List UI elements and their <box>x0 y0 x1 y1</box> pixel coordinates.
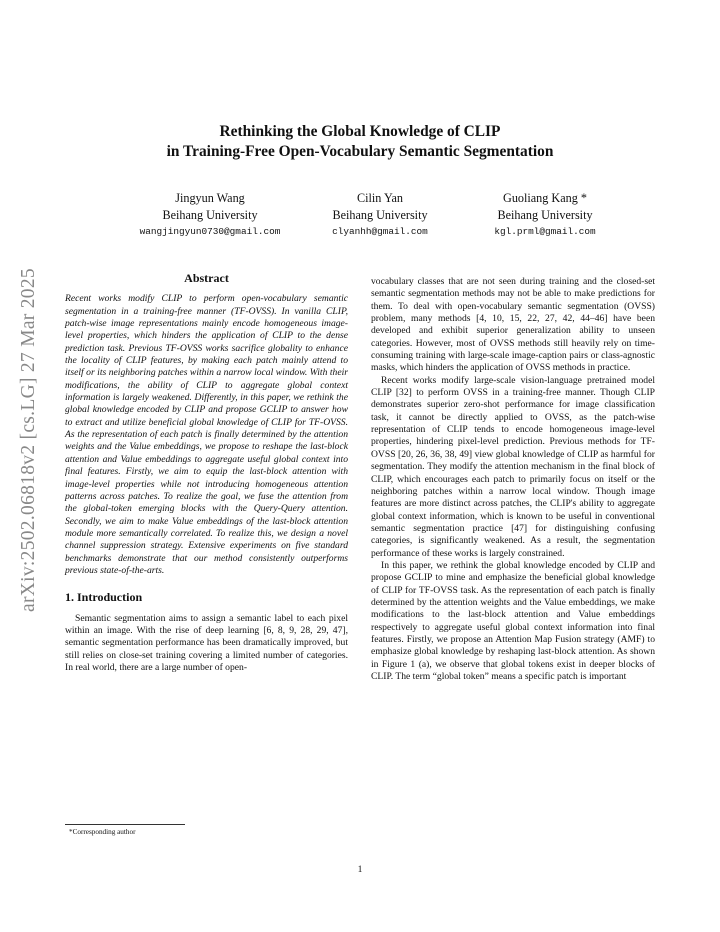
author-1: Jingyun Wang Beihang University wangjingyun0730@gmail.com <box>139 191 281 237</box>
abstract-heading: Abstract <box>184 271 229 285</box>
right-paragraph-1: vocabulary classes that are not seen during training and the closed-set semantic segmentation methods may not be able to make predictions for them. To deal with open-vocabulary semantic segmentation (OVSS) problem, many methods [4, 10, 15, 22, 27, 42, 44–46] have been developed and exhibit superior generalization ability to unseen categories. However, most of OVSS methods still heavily rely on time-consuming training with large-scale image-caption pairs or class-agnostic masks, which hinders the application of OVSS methods in practice. <box>371 276 655 374</box>
right-paragraph-2: Recent works modify large-scale vision-language pretrained model CLIP [32] to perform OVSS in a training-free manner. Though CLIP demonstrates superior zero-shot performance for image classification task, it cannot be directly applied to OVSS, as the patch-wise representation of CLIP tends to encode homogeneous image-level properties, hindering pixel-level prediction. Previous methods for TF-OVSS [20, 26, 36, 38, 49] view global knowledge of CLIP as harmful for segmentation. They modify the attention mechanism in the final block of CLIP, which encourages each patch to primarily focus on itself or the neighboring patches within a narrow local window. Though image features are more distinct across patches, the CLIP's ability to aggregate global context information, which is known to be useful in conventional semantic segmentation practice [47] for distinguishing confusing categories, is significantly weakened. As a result, the segmentation performance of these works is largely constrained. <box>371 374 655 559</box>
right-column <box>371 276 655 683</box>
paper-page: arXiv:2502.06818v2 [cs.LG] 27 Mar 2025 Rethinking the Global Knowledge of CLIP in Training-Free Open-Vocabulary Semantic Segmentation Jingyun Wang Beihang University wangjingyun0730@gmail.com Cilin Yan Beihang University clyanhh@gmail.com Guoliang Kang * Beihang University kgl.prml@gmail.com Abstract Recent works modify CLIP to perform open-vocabulary semantic segmentation in a training-free manner (TF-OVSS). In vanilla CLIP, patch-wise image representations mainly encode homogeneous image-level properties, which hinders the application of CLIP to the dense prediction task. Previous TF-OVSS works sacrifice globality to enhance the locality of CLIP features, by making each patch mainly attend to itself or its neighboring patches within a narrow local window. With their modifications, the ability of CLIP to aggregate global context information is largely weakened. Differently, in this paper, we rethink the global knowledge encoded by CLIP and propose GCLIP to answer how to extract and utilize beneficial global knowledge of CLIP for TF-OVSS. As the representation of each patch is finally determined by the attention weights and the Value embeddings, we propose to reshape the last-block attention and Value embeddings to aggregate useful global context into final features. Firstly, we aim to equip the last-block attention with image-level properties while not introducing homogeneous attention patterns across patches. To realize the goal, we fuse the attention from the global-token emerging blocks with the Query-Query attention. Secondly, we aim to make Value embeddings of the last-block attention module more semantically correlated. To realize this, we design a novel channel suppression strategy. Extensive experiments on five standard benchmarks demonstrate that our method consistently outperforms previous state-of-the-arts. 1. Introduction Semantic segmentation aims to assign a semantic label to each pixel within an image. With the rise of deep learning [6, 8, 9, 28, 29, 47], semantic segmentation performance has been dramatically improved, but still relies on close-set training covering a limited number of categories. In real world, there are a large number of open- vocabulary classes that are not seen during training and the closed-set semantic segmentation methods may not be able to make predictions for them. To deal with open-vocabulary semantic segmentation (OVSS) problem, many methods [4, 10, 15, 22, 27, 42, 44–46] have been developed and exhibit superior generalization ability to unseen categories. However, most of OVSS methods still heavily rely on time-consuming training with large-scale image-caption pairs or class-agnostic masks, which hinders the application of OVSS methods in practice. Recent works modify large-scale vision-language pretrained model CLIP [32] to perform OVSS in a training-free manner. Though CLIP demonstrates superior zero-shot performance for image classification task, it cannot be directly applied to OVSS, as the patch-wise representation of CLIP tends to encode homogeneous image-level properties, hindering pixel-level prediction. Previous methods for TF-OVSS [20, 26, 36, 38, 49] view global knowledge of CLIP as harmful for segmentation. They modify the attention mechanism in the final block of CLIP, which encourages each patch to primarily focus on itself or the neighboring patches within a narrow local window. Though image features are more distinct across patches, the CLIP's ability to aggregate global context information, which is known to be useful in conventional semantic segmentation practice [47] for distinguishing confusing categories, is significantly weakened. As a result, the segmentation performance of these works is largely constrained. In this paper, we rethink the global knowledge encoded by CLIP and propose GCLIP to mine and emphasize the beneficial global knowledge of CLIP for TF-OVSS task. As the representation of each patch is finally determined by the attention weights and the Value embeddings, we make modifications to the last-block attention and Value embeddings respectively to aggregate useful global context information into final features. Firstly, we propose an Attention Map Fusion strategy (AMF) to emphasize global knowledge by reshaping last-block attention. As shown in Figure 1 (a), we observe that global tokens exist in deeper blocks of CLIP. The term “global token” means a specific patch is important *Corresponding author 1 <box>0 0 720 932</box>
abstract-text: Recent works modify CLIP to perform open-vocabulary semantic segmentation in a training-free manner (TF-OVSS). In vanilla CLIP, patch-wise image representations mainly encode homogeneous image-level properties, which hinders the application of CLIP to the dense prediction task. Previous TF-OVSS works sacrifice globality to enhance the locality of CLIP features, by making each patch mainly attend to itself or its neighboring patches within a narrow local window. With their modifications, the ability of CLIP to aggregate global context information is largely weakened. Differently, in this paper, we rethink the global knowledge encoded by CLIP and propose GCLIP to answer how to extract and utilize beneficial global knowledge of CLIP for TF-OVSS. As the representation of each patch is finally determined by the attention weights and the Value embeddings, we propose to reshape the last-block attention and Value embeddings to aggregate useful global context into final features. Firstly, we aim to equip the last-block attention with image-level properties while not introducing homogeneous attention patterns across patches. To realize the goal, we fuse the attention from the global-token emerging blocks with the Query-Query attention. Secondly, we aim to make Value embeddings of the last-block attention module more semantically correlated. To realize this, we design a novel channel suppression strategy. Extensive experiments on five standard benchmarks demonstrate that our method consistently outperforms previous state-of-the-arts. <box>65 293 348 576</box>
intro-paragraph-1: Semantic segmentation aims to assign a semantic label to each pixel within an image. With the rise of deep learning [6, 8, 9, 28, 29, 47], semantic segmentation performance has been dramatically improved, but still relies on close-set training covering a limited number of categories. In real world, there are a large number of open- <box>65 612 348 673</box>
footnote: *Corresponding author <box>65 824 185 836</box>
introduction-heading: 1. Introduction <box>65 590 143 605</box>
left-column <box>65 272 348 674</box>
author-3: Guoliang Kang * Beihang University kgl.prml@gmail.com <box>494 191 596 237</box>
page-number: 1 <box>357 864 363 875</box>
author-2: Cilin Yan Beihang University clyanhh@gmail.com <box>332 191 428 237</box>
paper-title: Rethinking the Global Knowledge of CLIP in Training-Free Open-Vocabulary Semantic Segmentation <box>166 123 554 160</box>
right-paragraph-3: In this paper, we rethink the global knowledge encoded by CLIP and propose GCLIP to mine and emphasize the beneficial global knowledge of CLIP for TF-OVSS task. As the representation of each patch is finally determined by the attention weights and the Value embeddings, we make modifications to the last-block attention and Value embeddings respectively to aggregate useful global context information into final features. Firstly, we propose an Attention Map Fusion strategy (AMF) to emphasize global knowledge by reshaping last-block attention. As shown in Figure 1 (a), we observe that global tokens exist in deeper blocks of CLIP. The term “global token” means a specific patch is important <box>371 559 655 682</box>
